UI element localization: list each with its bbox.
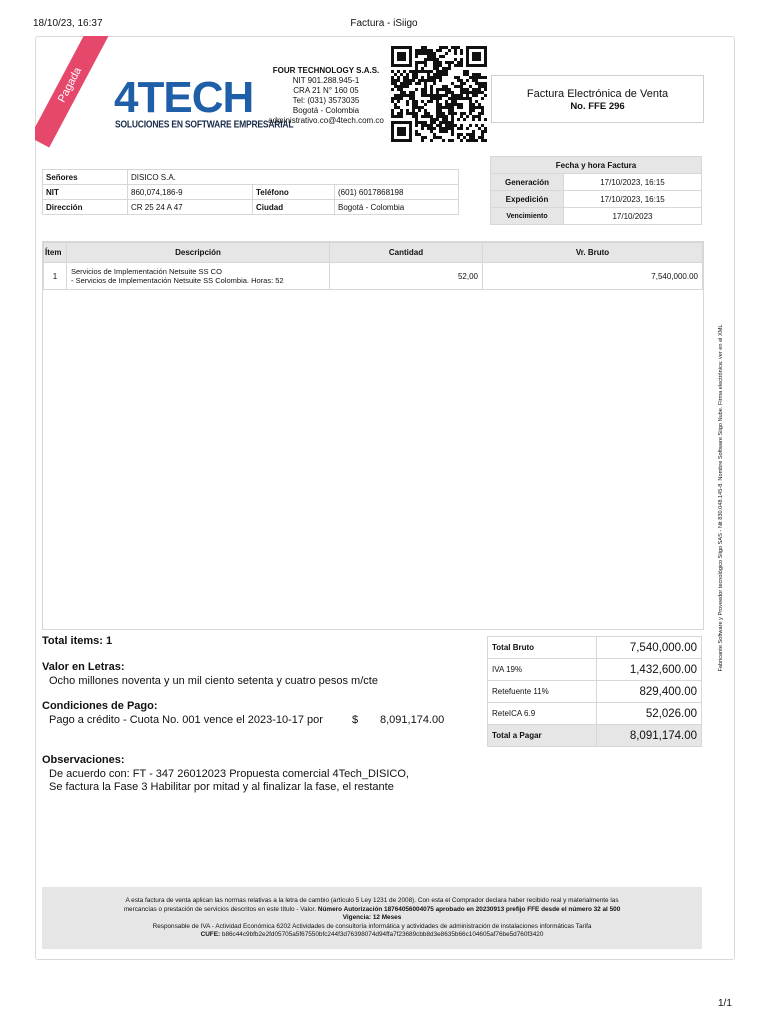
col-description: Descripción bbox=[67, 243, 330, 263]
client-address: CR 25 24 A 47 bbox=[128, 200, 253, 215]
row-quantity: 52,00 bbox=[330, 263, 483, 290]
city-label: Ciudad bbox=[253, 200, 335, 215]
amount-in-letters: Ocho millones noventa y un mil ciento setenta y cuatro pesos m/cte bbox=[49, 675, 378, 687]
dates-table bbox=[490, 156, 702, 225]
company-address: CRA 21 N° 160 05 bbox=[293, 86, 359, 95]
payment-amount: 8,091,174.00 bbox=[380, 714, 445, 726]
client-table bbox=[42, 169, 459, 215]
client-city: Bogotá - Colombia bbox=[335, 200, 459, 215]
retefuente-label: Retefuente 11% bbox=[488, 681, 597, 703]
footer-line4: Responsable de IVA - Actividad Económica 6202 Actividades de consultoría informática y actividades de administración de instalaciones informáticas Tarifa bbox=[152, 922, 592, 930]
company-phone: Tel: (031) 3573035 bbox=[292, 96, 360, 105]
reteica-value: 52,026.00 bbox=[597, 703, 702, 725]
issue-label: Expedición bbox=[491, 191, 564, 208]
reteica-label: ReteICA 6.9 bbox=[488, 703, 597, 725]
observations-line1: De acuerdo con: FT - 347 26012023 Propuesta comercial 4Tech_DISICO, bbox=[49, 768, 409, 780]
row-description bbox=[67, 263, 330, 290]
row-item: 1 bbox=[44, 263, 67, 290]
retefuente-value: 829,400.00 bbox=[597, 681, 702, 703]
footer-line2 bbox=[42, 906, 702, 915]
row-gross: 7,540,000.00 bbox=[483, 263, 703, 290]
company-email: administrativo.co@4tech.com.co bbox=[268, 116, 384, 125]
company-info bbox=[262, 66, 390, 126]
items-table-container bbox=[42, 241, 704, 630]
generation-date: 17/10/2023, 16:15 bbox=[564, 174, 702, 191]
issue-date: 17/10/2023, 16:15 bbox=[564, 191, 702, 208]
client-nit: 860,074,186-9 bbox=[128, 185, 253, 200]
company-logo: 4TECH bbox=[114, 73, 254, 122]
table-row bbox=[44, 263, 703, 290]
paid-ribbon bbox=[35, 36, 115, 156]
client-name: DISICO S.A. bbox=[128, 170, 459, 185]
page-number: 1/1 bbox=[718, 998, 732, 1009]
page-title: Factura - iSiigo bbox=[350, 18, 418, 29]
observations-label: Observaciones: bbox=[42, 754, 125, 766]
vat-value: 1,432,600.00 bbox=[597, 659, 702, 681]
footer-line2a: mercancías o prestación de servicios descritos en este título - Valor. bbox=[123, 905, 317, 913]
side-note bbox=[716, 290, 726, 710]
footer-cufe bbox=[42, 931, 702, 940]
nit-label: NIT bbox=[43, 185, 128, 200]
client-phone: (601) 6017868198 bbox=[335, 185, 459, 200]
phone-label: Teléfono bbox=[253, 185, 335, 200]
generation-label: Generación bbox=[491, 174, 564, 191]
due-date: 17/10/2023 bbox=[564, 208, 702, 225]
dates-header: Fecha y hora Factura bbox=[491, 157, 702, 174]
invoice-type: Factura Electrónica de Venta bbox=[526, 88, 669, 100]
row-desc-line2: - Servicios de Implementación Netsuite SS Colombia. Horas: 52 bbox=[71, 276, 284, 285]
logo-tagline: SOLUCIONES EN SOFTWARE EMPRESARIAL bbox=[115, 118, 294, 130]
row-desc-line1: Servicios de Implementación Netsuite SS CO bbox=[71, 267, 222, 276]
company-nit: NIT 901.288.945-1 bbox=[292, 76, 360, 85]
total-pay-value: 8,091,174.00 bbox=[597, 725, 702, 747]
total-gross-label: Total Bruto bbox=[488, 637, 597, 659]
total-gross-value: 7,540,000.00 bbox=[597, 637, 702, 659]
address-label: Dirección bbox=[43, 200, 128, 215]
side-note-text: Fabricante Software y Proveedor tecnológico Siigo SAS - Nit 830.048.145-8. Nombre Software Siigo Nube. Firma electrónica: ver en el XML bbox=[718, 324, 724, 672]
footer-cufe-value: b86c44c9bfb2e2fd05705a5f67550bfc244f3d76398074d94ffa7f23689cbb8d3e8635b66c104605af76be5d760f3420 bbox=[221, 931, 544, 938]
observations-line2: Se factura la Fase 3 Habilitar por mitad y al finalizar la fase, el restante bbox=[49, 781, 394, 793]
footer-cufe-label: CUFE: bbox=[200, 931, 221, 938]
qr-code-icon bbox=[391, 46, 487, 142]
senores-label: Señores bbox=[43, 170, 128, 185]
invoice-title-box bbox=[491, 75, 704, 123]
paid-badge: Pagada bbox=[35, 36, 110, 148]
letters-label: Valor en Letras: bbox=[42, 661, 125, 673]
col-gross: Vr. Bruto bbox=[483, 243, 703, 263]
invoice-number: No. FFE 296 bbox=[570, 101, 625, 112]
footer-line1: A esta factura de venta aplican las normas relativas a la letra de cambio (artículo 5 Ley 1231 de 2008). Con esta el Comprador declara haber recibido real y materialmente las bbox=[125, 897, 619, 904]
total-items: Total items: 1 bbox=[42, 635, 113, 647]
col-quantity: Cantidad bbox=[330, 243, 483, 263]
payment-label: Condiciones de Pago: bbox=[42, 700, 158, 712]
totals-table bbox=[487, 636, 702, 747]
due-label: Vencimiento bbox=[491, 208, 564, 225]
items-table bbox=[43, 242, 703, 290]
vat-label: IVA 19% bbox=[488, 659, 597, 681]
payment-currency: $ bbox=[352, 714, 359, 726]
col-item: Ítem bbox=[44, 243, 67, 263]
company-city: Bogotá - Colombia bbox=[292, 106, 360, 115]
footer-authorization: Número Autorización 18764056004075 aprobado en 20230913 prefijo FFE desde el número 32 al 500 bbox=[317, 905, 621, 913]
total-pay-label: Total a Pagar bbox=[488, 725, 597, 747]
legal-footer bbox=[42, 887, 702, 949]
company-name: FOUR TECHNOLOGY S.A.S. bbox=[272, 66, 380, 75]
footer-validity: Vigencia: 12 Meses bbox=[342, 914, 402, 921]
payment-terms: Pago a crédito - Cuota No. 001 vence el 2023-10-17 por bbox=[49, 714, 323, 726]
print-datetime: 18/10/23, 16:37 bbox=[33, 18, 103, 29]
